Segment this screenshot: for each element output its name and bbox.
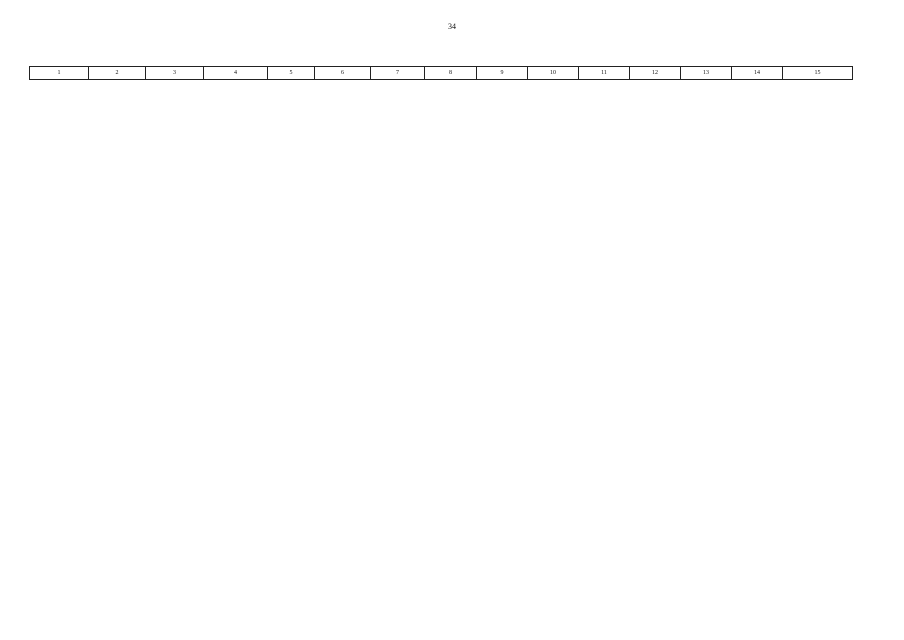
column-number: 4 — [204, 67, 268, 80]
column-number: 6 — [315, 67, 371, 80]
column-number: 13 — [681, 67, 732, 80]
column-number: 14 — [732, 67, 783, 80]
column-number: 11 — [579, 67, 630, 80]
column-number: 12 — [630, 67, 681, 80]
column-number: 9 — [477, 67, 528, 80]
column-number: 5 — [268, 67, 315, 80]
column-number: 3 — [146, 67, 204, 80]
column-number: 8 — [425, 67, 477, 80]
column-number: 1 — [30, 67, 89, 80]
budget-table — [29, 66, 853, 80]
column-number-row — [30, 67, 853, 80]
page-number: 34 — [448, 22, 456, 31]
column-number: 7 — [371, 67, 425, 80]
column-number: 15 — [783, 67, 853, 80]
column-number: 2 — [89, 67, 146, 80]
column-number: 10 — [528, 67, 579, 80]
